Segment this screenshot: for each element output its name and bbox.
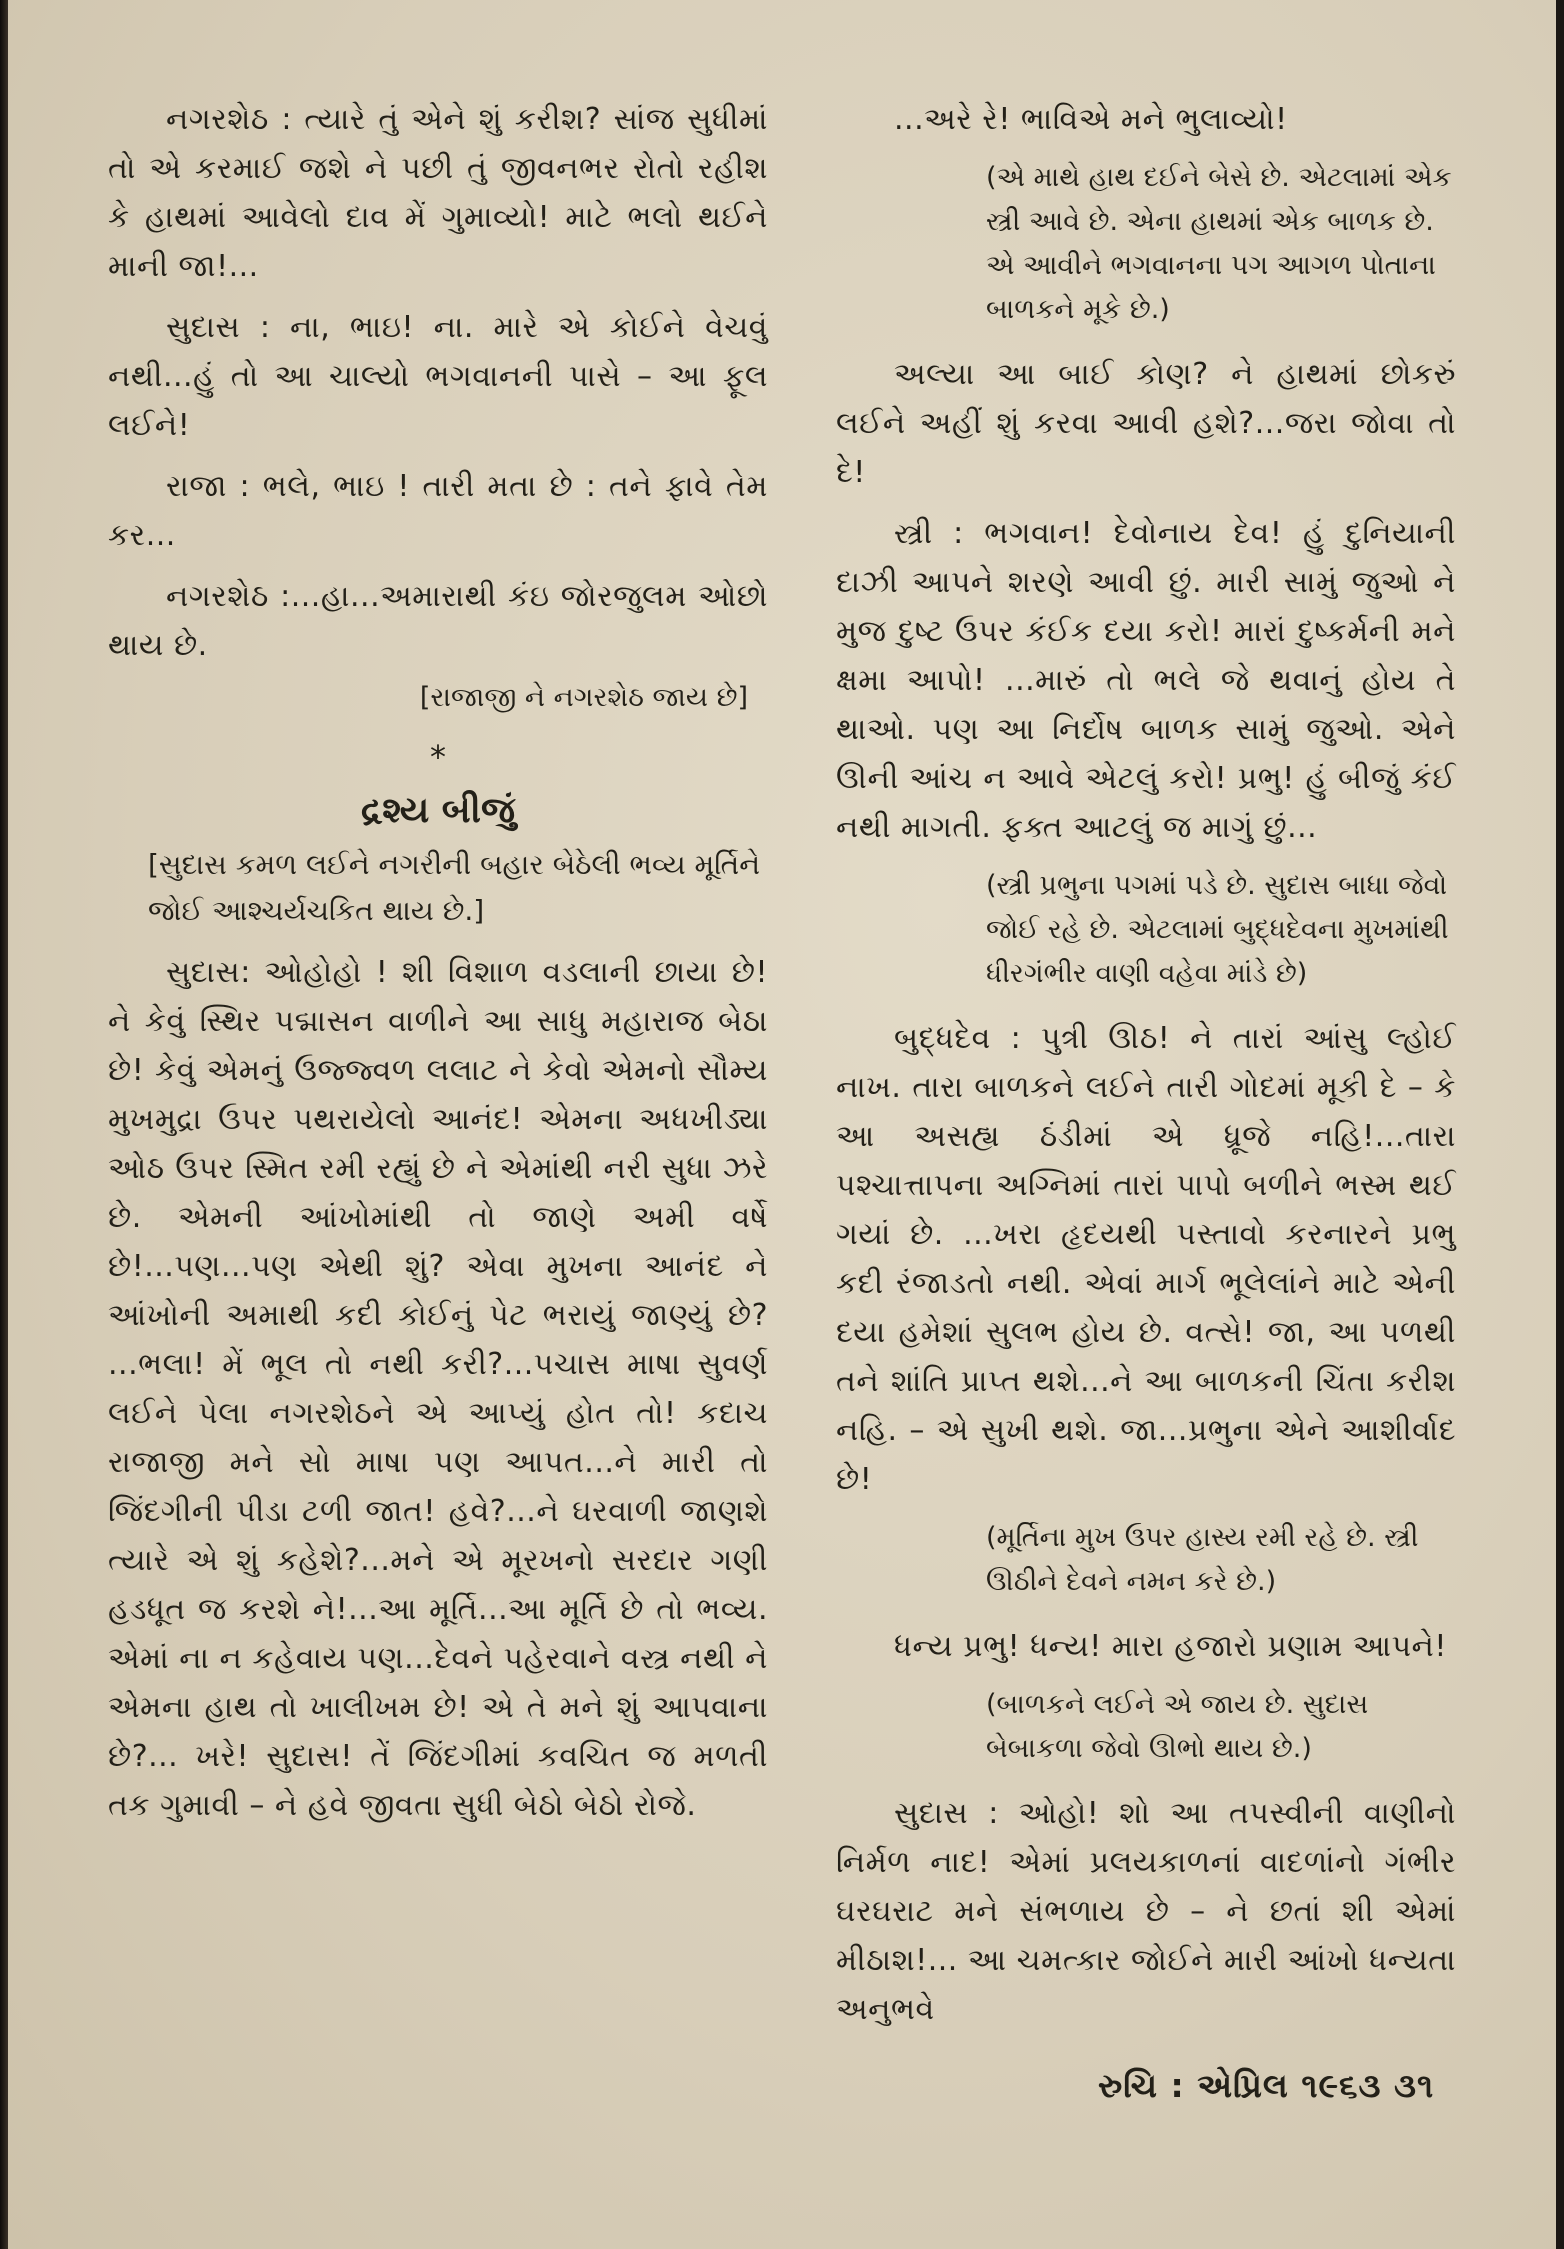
dialogue-sudas-3: અલ્યા આ બાઈ કોણ? ને હાથમાં છોકરું લઈને અહીં શું કરવા આવી હશે?...જરા જોવા તો દે! <box>836 357 1456 490</box>
dialogue-sudas-4: સુદાસ : ઓહો! શો આ તપસ્વીની વાણીનો નિર્મળ નાદ! એમાં પ્રલયકાળનાં વાદળાંનો ગંભીર ઘરઘરાટ મને સંભળાય છે – ને છતાં શી એમાં મીઠાશ!... આ ચમત્કાર જોઈને મારી આંખો ધન્યતા અનુભવે <box>836 1796 1456 2027</box>
scene-stage-direction: [સુદાસ કમળ લઈને નગરીની બહાર બેઠેલી ભવ્ય મૂર્તિને જોઈ આશ્ચર્યચકિત થાય છે.] <box>148 848 761 927</box>
stage-direction-exit: [રાજાજી ને નગરશેઠ જાય છે] <box>419 682 748 713</box>
dialogue-sudas-monologue: સુદાસ: ઓહોહો ! શી વિશાળ વડલાની છાયા છે! ને કેવું સ્થિર પદ્માસન વાળીને આ સાધુ મહારાજ બેઠા છે! કેવું એમનું ઉજ્જ્વળ લલાટ ને કેવો એમનો સૌમ્ય મુખમુદ્રા ઉપર પથરાયેલો આનંદ! એમના અધખીડ્યા ઓઠ ઉપર સ્મિત રમી રહ્યું છે ને એમાંથી નરી સુધા ઝરે છે. એમની આંખોમાંથી તો જાણે અમી વર્ષે છે!...પણ...પણ એથી શું? એવા મુખના આનંદ ને આંખોની અમાથી કદી કોઈનું પેટ ભરાયું જાણ્યું છે? ...ભલા! મેં ભૂલ તો નથી કરી?...પચાસ માષા સુવર્ણ લઈને પેલા નગરશેઠને એ આપ્યું હોત તો! કદાચ રાજાજી મને સો માષા પણ આપત...ને મારી તો જિંદગીની પીડા ટળી જાત! હવે?...ને ઘરવાળી જાણશે ત્યારે એ શું કહેશે?...મને એ મૂરખનો સરદાર ગણી હડધૂત જ કરશે ને!...આ મૂર્તિ...આ મૂર્તિ છે તો ભવ્ય. એમાં ના ન કહેવાય પણ...દેવને પહેરવાને વસ્ત્ર નથી ને એમના હાથ તો ખાલીખમ છે! એ તે મને શું આપવાના છે?... ખરે! સુદાસ! તેં જિંદગીમાં કવચિત જ મળતી તક ગુમાવી – ને હવે જીવતા સુધી બેઠો બેઠો રોજે. <box>108 955 768 1823</box>
section-separator: * <box>430 738 446 776</box>
left-column <box>108 95 768 1842</box>
stage-direction-4: (બાળકને લઈને એ જાય છે. સુદાસ બેબાકળા જેવો ઊભો થાય છે.) <box>986 1689 1369 1764</box>
dialogue-nagarsheth-1: નગરશેઠ : ત્યારે તું એને શું કરીશ? સાંજ સુધીમાં તો એ કરમાઈ જશે ને પછી તું જીવનભર રોતો રહીશ કે હાથમાં આવેલો દાવ મેં ગુમાવ્યો! માટે ભલો થઈને માની જા!... <box>108 102 768 284</box>
binding-edge <box>0 0 8 2249</box>
magazine-page <box>8 0 1556 2249</box>
scene-title: દ્રશ્ય બીજું <box>360 790 516 831</box>
dialogue-sudas-2: ...અરે રે! ભાવિએ મને ભુલાવ્યો! <box>894 102 1288 137</box>
dialogue-nagarsheth-2: નગરશેઠ :...હા...અમારાથી કંઇ જોરજુલમ ઓછો થાય છે. <box>108 579 768 663</box>
dialogue-woman: સ્ત્રી : ભગવાન! દેવોનાય દેવ! હું દુનિયાની દાઝી આપને શરણે આવી છું. મારી સામું જુઓ ને મુજ દુષ્ટ ઉપર કંઈક દયા કરો! મારાં દુષ્કર્મની મને ક્ષમા આપો! ...મારું તો ભલે જે થવાનું હોય તે થાઓ. પણ આ નિર્દોષ બાળક સામું જુઓ. એને ઊની આંચ ન આવે એટલું કરો! પ્રભુ! હું બીજું કંઈ નથી માગતી. ફક્ત આટલું જ માગું છું... <box>836 516 1456 845</box>
dialogue-woman-2: ધન્ય પ્રભુ! ધન્ય! મારા હજારો પ્રણામ આપને! <box>894 1629 1447 1664</box>
dialogue-sudas-1: સુદાસ : ના, ભાઇ! ના. મારે એ કોઈને વેચવું નથી...હું તો આ ચાલ્યો ભગવાનની પાસે – આ ફૂલ લઈને! <box>108 310 768 443</box>
stage-direction-2: (સ્ત્રી પ્રભુના પગમાં પડે છે. સુદાસ બાધા જેવો જોઈ રહે છે. એટલામાં બુદ્ધદેવના મુખમાંથી ધીરગંભીર વાણી વહેવા માંડે છે) <box>986 870 1449 989</box>
page-footer: રુચિ : એપ્રિલ ૧૯૬૩ ૩૧ <box>1098 2066 1435 2105</box>
right-column <box>836 95 1456 2046</box>
stage-direction-1: (એ માથે હાથ દઈને બેસે છે. એટલામાં એક સ્ત્રી આવે છે. એના હાથમાં એક બાળક છે. એ આવીને ભગવાનના પગ આગળ પોતાના બાળકને મૂકે છે.) <box>986 162 1452 325</box>
dialogue-raja-1: રાજા : ભલે, ભાઇ ! તારી મતા છે : તને ફાવે તેમ કર... <box>108 469 768 553</box>
stage-direction-3: (મૂર્તિના મુખ ઉપર હાસ્ય રમી રહે છે. સ્ત્રી ઊઠીને દેવને નમન કરે છે.) <box>986 1522 1419 1597</box>
dialogue-buddhadev: બુદ્ધદેવ : પુત્રી ઊઠ! ને તારાં આંસુ લ્હોઈ નાખ. તારા બાળકને લઈને તારી ગોદમાં મૂકી દે – કે આ અસહ્ય ઠંડીમાં એ ધ્રૂજે નહિ!...તારા પશ્ચાત્તાપના અગ્નિમાં તારાં પાપો બળીને ભસ્મ થઈ ગયાં છે. ...ખરા હૃદયથી પસ્તાવો કરનારને પ્રભુ કદી રંજાડતો નથી. એવાં માર્ગ ભૂલેલાંને માટે એની દયા હમેશાં સુલભ હોય છે. વત્સે! જા, આ પળથી તને શાંતિ પ્રાપ્ત થશે...ને આ બાળકની ચિંતા કરીશ નહિ. – એ સુખી થશે. જા...પ્રભુના એને આશીર્વાદ છે! <box>836 1021 1456 1497</box>
